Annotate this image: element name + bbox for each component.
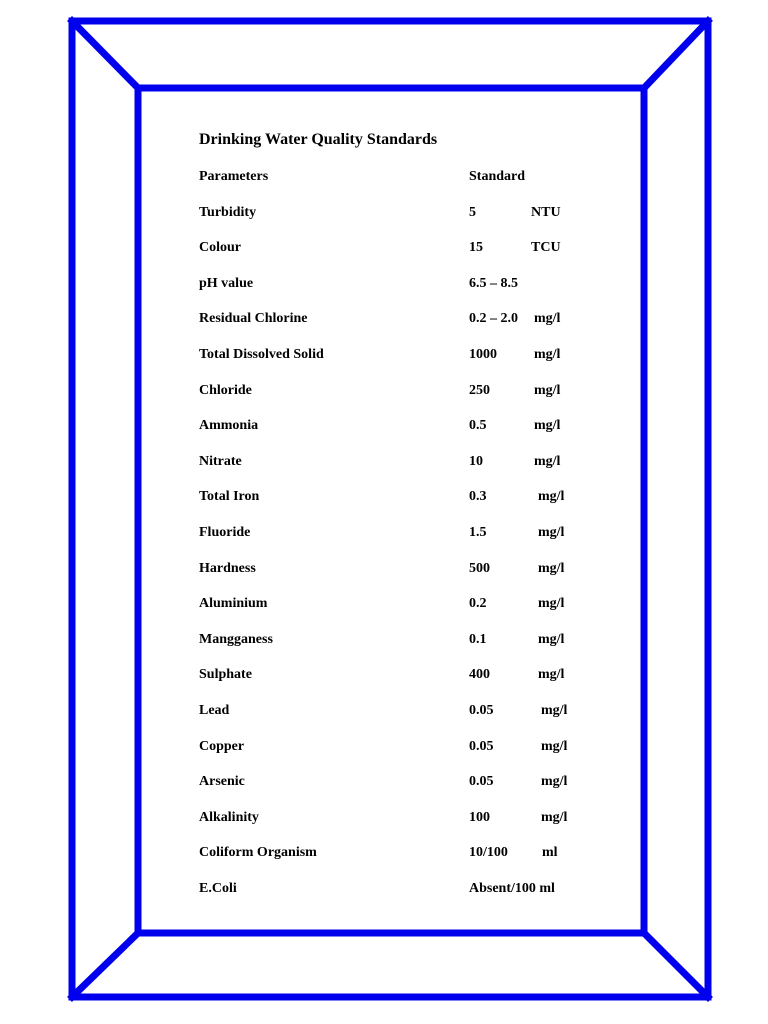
list-item	[199, 274, 619, 310]
list-item	[199, 665, 619, 701]
standard-value: 100	[469, 809, 490, 825]
standard-unit: mg/l	[538, 631, 565, 647]
frame-corner-line-bottom-right	[644, 933, 708, 997]
standard-unit: mg/l	[538, 524, 565, 540]
parameter-name: Lead	[199, 702, 230, 718]
standard-value: 5	[469, 204, 476, 220]
standard-value: 0.2	[469, 596, 487, 612]
standard-unit: mg/l	[538, 489, 565, 505]
header-row	[199, 167, 619, 203]
parameter-name: Mangganess	[199, 631, 273, 647]
list-item	[199, 452, 619, 488]
standards-document	[199, 127, 619, 914]
list-item	[199, 701, 619, 737]
parameter-name: Ammonia	[199, 418, 259, 434]
list-item	[199, 843, 619, 879]
standard-unit: mg/l	[534, 453, 561, 469]
standard-value: 0.1	[469, 631, 487, 647]
standard-unit: mg/l	[541, 738, 568, 754]
list-item	[199, 487, 619, 523]
list-item	[199, 416, 619, 452]
standard-value: 500	[469, 560, 490, 576]
list-item	[199, 238, 619, 274]
parameter-name: Sulphate	[199, 667, 252, 683]
standard-unit: ml	[542, 845, 558, 861]
standard-unit: mg/l	[534, 346, 561, 362]
parameter-name: Alkalinity	[199, 809, 259, 825]
standard-unit: mg/l	[534, 311, 561, 327]
standard-unit: mg/l	[538, 596, 565, 612]
standard-value: 15	[469, 240, 483, 256]
list-item	[199, 309, 619, 345]
standard-value: Absent/100 ml	[469, 880, 555, 896]
list-item	[199, 630, 619, 666]
standard-unit: mg/l	[534, 382, 561, 398]
parameter-name: pH value	[199, 275, 254, 291]
parameter-name: Copper	[199, 738, 245, 754]
standard-value: 0.5	[469, 418, 487, 434]
list-item	[199, 594, 619, 630]
list-item	[199, 559, 619, 595]
standards-list	[199, 203, 619, 915]
standard-value: 0.3	[469, 489, 487, 505]
list-item	[199, 523, 619, 559]
standard-value: 400	[469, 667, 490, 683]
frame-corner-line-top-left	[72, 21, 138, 88]
standard-unit: mg/l	[538, 560, 565, 576]
standard-unit: TCU	[531, 240, 561, 256]
standard-unit: mg/l	[534, 418, 561, 434]
standard-value: 0.05	[469, 702, 494, 718]
parameter-name: Coliform Organism	[199, 845, 317, 861]
standard-value: 10	[469, 453, 483, 469]
document-title: Drinking Water Quality Standards	[199, 131, 438, 148]
parameter-name: Fluoride	[199, 524, 251, 540]
parameter-name: Hardness	[199, 560, 256, 576]
list-item	[199, 879, 619, 915]
parameter-name: Residual Chlorine	[199, 311, 308, 327]
parameter-name: Nitrate	[199, 453, 242, 469]
parameter-name: Chloride	[199, 382, 252, 398]
parameter-name: E.Coli	[199, 880, 237, 896]
standard-value: 0.2 – 2.0	[469, 311, 518, 327]
standard-value: 1.5	[469, 524, 487, 540]
header-parameters: Parameters	[199, 169, 269, 184]
standard-unit: mg/l	[541, 774, 568, 790]
standard-value: 6.5 – 8.5	[469, 275, 518, 291]
standard-value: 250	[469, 382, 490, 398]
parameter-name: Colour	[199, 240, 241, 256]
parameter-name: Arsenic	[199, 774, 245, 790]
list-item	[199, 381, 619, 417]
frame-corner-line-top-right	[644, 21, 708, 88]
standard-value: 1000	[469, 346, 497, 362]
list-item	[199, 203, 619, 239]
standard-unit: mg/l	[541, 809, 568, 825]
standard-unit: mg/l	[541, 702, 568, 718]
standard-value: 10/100	[469, 845, 508, 861]
standard-value: 0.05	[469, 738, 494, 754]
standard-value: 0.05	[469, 774, 494, 790]
list-item	[199, 772, 619, 808]
list-item	[199, 808, 619, 844]
standard-unit: NTU	[531, 204, 561, 220]
parameter-name: Aluminium	[199, 596, 268, 612]
frame-corner-line-bottom-left	[72, 933, 138, 997]
list-item	[199, 737, 619, 773]
header-standard: Standard	[469, 169, 526, 184]
parameter-name: Turbidity	[199, 204, 257, 220]
parameter-name: Total Dissolved Solid	[199, 346, 324, 362]
parameter-name: Total Iron	[199, 489, 260, 505]
standard-unit: mg/l	[538, 667, 565, 683]
list-item	[199, 345, 619, 381]
